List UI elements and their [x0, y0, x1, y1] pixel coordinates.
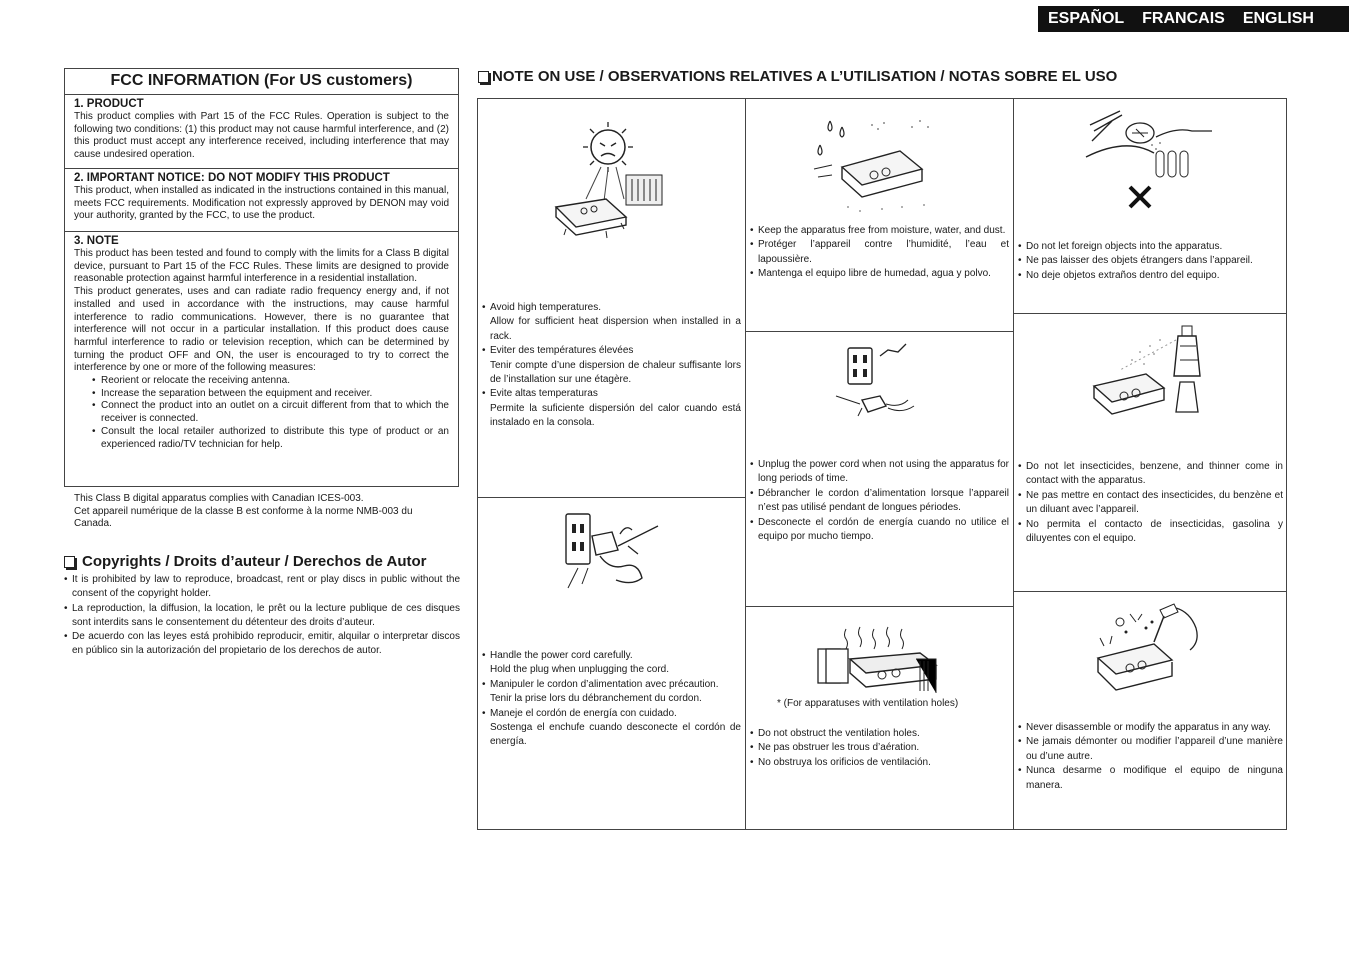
- list-item: • Do not let foreign objects into the apparatus.: [1018, 240, 1283, 254]
- list-item: • Reorient or relocate the receiving antenna.: [92, 375, 449, 388]
- fcc-note-text-1: This product has been tested and found to comply with the limits for a Class B digital device, pursuant to Part 15 of the FCC Rules. These limits are designed to provide reasonable protection against harmful interference in a residential installation.: [74, 248, 449, 285]
- note-on-use-title: NOTE ON USE / OBSERVATIONS RELATIVES A L’UTILISATION / NOTAS SOBRE EL USO: [492, 68, 1118, 85]
- fcc-notice-text: This product, when installed as indicated in the instructions contained in this manual, meets FCC requirements. Modification not expressly approved by DENON may void your authority, granted by the FCC, to use the product.: [74, 185, 449, 222]
- note-cell-foreign-objects: [1014, 99, 1287, 313]
- sun-heat-illustration-icon: [546, 119, 676, 244]
- unplugged-outlet-illustration-icon: [832, 342, 932, 422]
- list-item: • No obstruya los orificios de ventilación.: [750, 756, 1009, 770]
- canada-compliance: [74, 493, 450, 531]
- fcc-product-text: This product complies with Part 15 of the FCC Rules. Operation is subject to the following two conditions: (1) this product may not cause harmful interference, and (2) this product must accept any interference received, including interference that may cause undesired operation.: [74, 111, 449, 161]
- fcc-title: FCC INFORMATION (For US customers): [65, 69, 458, 95]
- note-cell-insecticides: [1014, 314, 1287, 591]
- list-item: • Nunca desarme o modifique el equipo de ninguna manera.: [1018, 764, 1283, 793]
- spray-can-illustration-icon: [1090, 320, 1220, 430]
- fcc-notice-heading: 2. IMPORTANT NOTICE: DO NOT MODIFY THIS PRODUCT: [74, 172, 390, 184]
- language-bar: [1038, 6, 1349, 32]
- copyrights-title: Copyrights / Droits d’auteur / Derechos de Autor: [82, 553, 427, 570]
- list-item: • Manipuler le cordon d’alimentation avec précaution. Tenir la prise lors du débranchement du cordon.: [482, 678, 741, 707]
- note-cell-unplug: [746, 332, 1013, 606]
- lang-es: ESPAÑOL: [1048, 10, 1125, 27]
- list-item: • Evite altas temperaturas Permite la suficiente dispersión del calor cuando está instalado en la consola.: [482, 387, 741, 430]
- list-item: • Ne pas obstruer les trous d’aération.: [750, 741, 1009, 755]
- fcc-measures-list: [74, 375, 449, 451]
- note-cell-cord: [478, 498, 745, 831]
- copyrights-list: [64, 573, 460, 659]
- list-item: • Consult the local retailer authorized to distribute this type of product or an experienced radio/TV technician for help.: [92, 426, 449, 451]
- insecticides-bullets: [1018, 460, 1283, 546]
- list-item: • De acuerdo con las leyes está prohibido reproducir, emitir, alquilar o interpretar discos en público sin la autorización del propietario de los derechos de autor.: [64, 630, 460, 659]
- checkbox-bullet-icon: [478, 71, 489, 83]
- fcc-product-heading: 1. PRODUCT: [74, 98, 144, 110]
- note-cell-ventilation: [746, 607, 1013, 831]
- list-item: • Unplug the power cord when not using the apparatus for long periods of time.: [750, 458, 1009, 487]
- list-item: • Débrancher le cordon d’alimentation lorsque l’appareil n’est pas utilisé pendant de longues périodes.: [750, 487, 1009, 516]
- list-item: • Connect the product into an outlet on a circuit different from that to which the receiver is connected.: [92, 400, 449, 425]
- copyrights-heading: [64, 553, 427, 571]
- canada-line-fr: Cet appareil numérique de la classe B est conforme à la norme NMB-003 du Canada.: [74, 505, 413, 530]
- list-item: • Mantenga el equipo libre de humedad, agua y polvo.: [750, 267, 1009, 281]
- foreign-objects-bullets: [1018, 240, 1283, 283]
- list-item: • Eviter des températures élevées Tenir compte d’une dispersion de chaleur suffisante lors de l’installation sur une étagère.: [482, 344, 741, 387]
- list-item: • Handle the power cord carefully. Hold the plug when unplugging the cord.: [482, 649, 741, 678]
- cord-bullets: [482, 649, 741, 750]
- list-item: • Desconecte el cordón de energía cuando no utilice el equipo por mucho tiempo.: [750, 516, 1009, 545]
- canada-line-en: This Class B digital apparatus complies with Canadian ICES-003.: [74, 493, 364, 504]
- moisture-bullets: [750, 224, 1009, 282]
- fcc-information-box: [64, 68, 459, 487]
- moisture-dust-illustration-icon: [812, 117, 952, 217]
- plug-handling-illustration-icon: [558, 506, 668, 596]
- fcc-note-section: [65, 232, 458, 455]
- list-item: • Increase the separation between the equipment and receiver.: [92, 388, 449, 401]
- lang-fr: FRANCAIS: [1142, 10, 1225, 27]
- list-item: • No deje objetos extraños dentro del equipo.: [1018, 269, 1283, 283]
- ventilation-bullets: [750, 727, 1009, 770]
- list-item: • No permita el contacto de insecticidas, gasolina y diluyentes con el equipo.: [1018, 518, 1283, 547]
- heat-bullets: [482, 301, 741, 431]
- fcc-note-heading: 3. NOTE: [74, 235, 119, 247]
- list-item: • Keep the apparatus free from moisture, water, and dust.: [750, 224, 1009, 238]
- screwdriver-disassemble-illustration-icon: [1090, 600, 1220, 700]
- disassemble-bullets: [1018, 721, 1283, 793]
- note-cell-moisture: [746, 99, 1013, 331]
- unplug-bullets: [750, 458, 1009, 544]
- checkbox-bullet-icon: [64, 556, 75, 568]
- fcc-product-section: [65, 95, 458, 169]
- list-item: • Avoid high temperatures. Allow for sufficient heat dispersion when installed in a rack.: [482, 301, 741, 344]
- list-item: • It is prohibited by law to reproduce, broadcast, rent or play discs in public without the consent of the copyright holder.: [64, 573, 460, 602]
- list-item: • Protéger l’appareil contre l’humidité, l’eau et lapoussière.: [750, 238, 1009, 267]
- note-cell-disassemble: [1014, 592, 1287, 831]
- note-on-use-heading: [478, 67, 1117, 87]
- list-item: • Ne pas laisser des objets étrangers dans l’appareil.: [1018, 254, 1283, 268]
- ventilation-caption: * (For apparatuses with ventilation holes): [777, 698, 959, 709]
- list-item: • Never disassemble or modify the apparatus in any way.: [1018, 721, 1283, 735]
- note-cell-heat: [478, 99, 745, 497]
- fcc-note-text-2: This product generates, uses and can radiate radio frequency energy and, if not installed and used in accordance with the instructions, may cause harmful interference to radio communications. However, there is no guarantee that interference will not occur in a particular installation. If this product does cause harmful interference to radio or television reception, which can be determined by turning the product OFF and ON, the user is encouraged to try to correct the interference by one or more of the following measures:: [74, 286, 449, 374]
- list-item: • Do not let insecticides, benzene, and thinner come in contact with the apparatus.: [1018, 460, 1283, 489]
- list-item: • Maneje el cordón de energía con cuidado. Sostenga el enchufe cuando desconecte el cordón de energía.: [482, 707, 741, 750]
- list-item: • La reproduction, la diffusion, la location, le prêt ou la lecture publique de ces disques sont interdits sans le consentement du détenteur des droits d’auteur.: [64, 602, 460, 631]
- lang-en: ENGLISH: [1242, 10, 1314, 27]
- fcc-notice-section: [65, 169, 458, 232]
- list-item: • Do not obstruct the ventilation holes.: [750, 727, 1009, 741]
- foreign-objects-illustration-icon: [1084, 105, 1224, 215]
- list-item: • Ne pas mettre en contact des insecticides, du benzène et un diluant avec l’appareil.: [1018, 489, 1283, 518]
- note-grid: [477, 98, 1287, 830]
- blocked-vent-illustration-icon: [816, 621, 946, 701]
- list-item: • Ne jamais démonter ou modifier l’appareil d’une manière ou d’une autre.: [1018, 735, 1283, 764]
